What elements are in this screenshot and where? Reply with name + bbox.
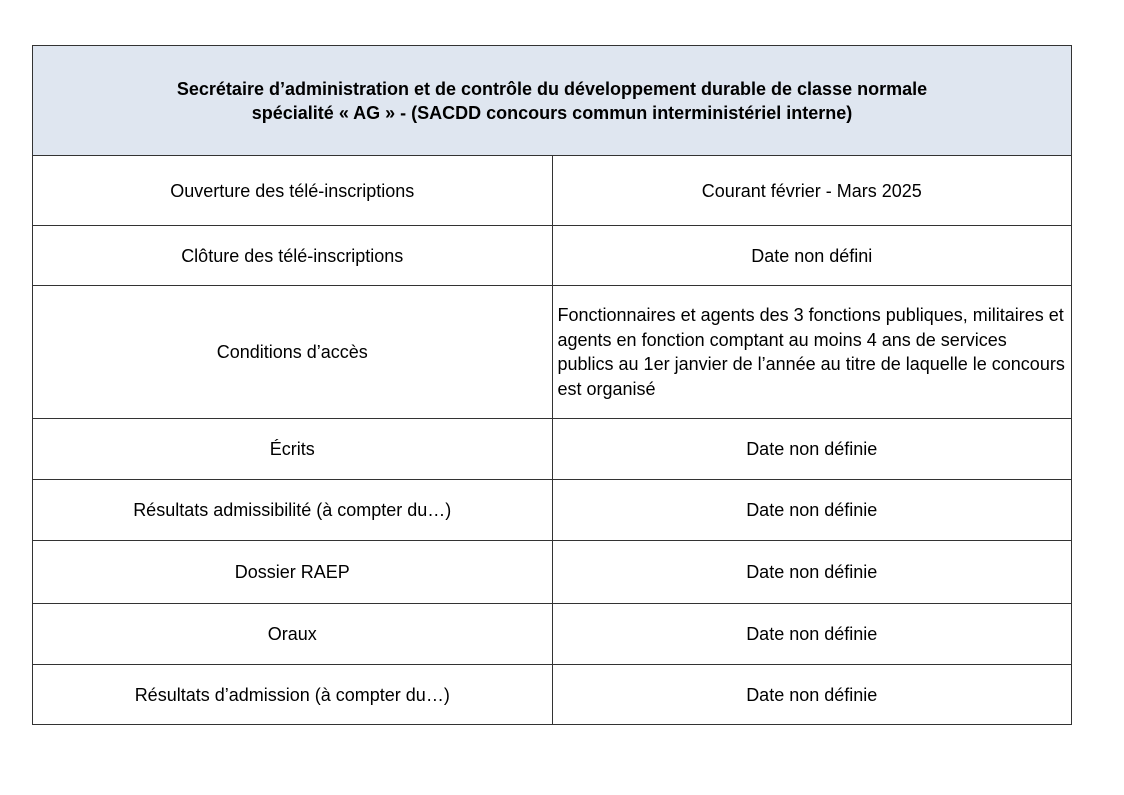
row-value: Date non défini — [552, 226, 1072, 286]
row-label: Oraux — [33, 604, 553, 665]
table-row-orals — [33, 604, 1072, 665]
row-label: Dossier RAEP — [33, 541, 553, 604]
row-label: Conditions d’accès — [33, 286, 553, 419]
row-label: Résultats d’admission (à compter du…) — [33, 665, 553, 725]
row-value: Courant février - Mars 2025 — [552, 156, 1072, 226]
row-value: Date non définie — [552, 541, 1072, 604]
table-header-row — [33, 46, 1072, 156]
table-title — [33, 46, 1072, 156]
row-label: Clôture des télé-inscriptions — [33, 226, 553, 286]
table-row-admissibility — [33, 480, 1072, 541]
row-label: Ouverture des télé-inscriptions — [33, 156, 553, 226]
row-value: Date non définie — [552, 419, 1072, 480]
row-value: Date non définie — [552, 604, 1072, 665]
row-value: Fonctionnaires et agents des 3 fonctions publiques, militaires et agents en fonction comptant au moins 4 ans de services publics au 1er janvier de l’année au titre de laquelle le concours est organisé — [552, 286, 1072, 419]
row-label: Écrits — [33, 419, 553, 480]
title-line-2: spécialité « AG » - (SACDD concours commun interministériel interne) — [251, 102, 853, 123]
title-line-1: Secrétaire d’administration et de contrôle du développement durable de classe normale — [176, 78, 928, 99]
table-row-closing — [33, 226, 1072, 286]
table-row-admission — [33, 665, 1072, 725]
table-row-raep — [33, 541, 1072, 604]
table-row-written — [33, 419, 1072, 480]
exam-schedule-table — [32, 45, 1072, 725]
table-row-conditions — [33, 286, 1072, 419]
row-value: Date non définie — [552, 665, 1072, 725]
row-label: Résultats admissibilité (à compter du…) — [33, 480, 553, 541]
row-value: Date non définie — [552, 480, 1072, 541]
table-row-opening — [33, 156, 1072, 226]
